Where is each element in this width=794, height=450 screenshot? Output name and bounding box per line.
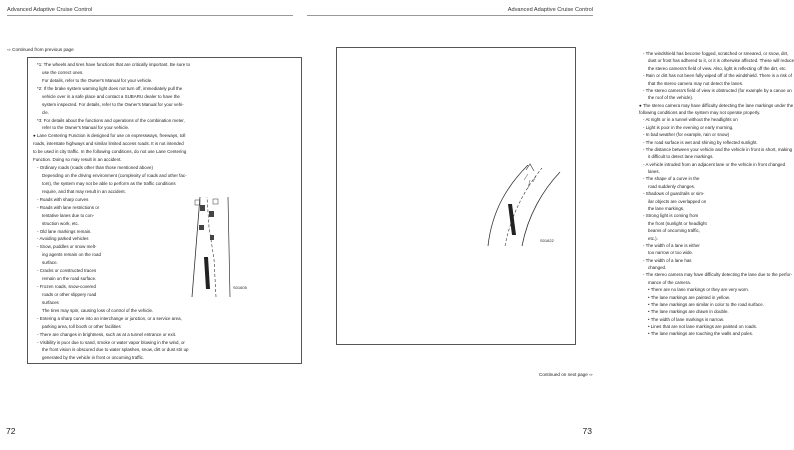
figure-lane-restriction <box>190 197 256 297</box>
text-line: ing agents remain on the road <box>42 252 101 258</box>
text-line: • Lines that are not lane markings are painted on roads. <box>648 324 758 330</box>
text-line: - Strong light is coming from <box>643 213 699 219</box>
figure-code-right: S01622 <box>540 238 554 243</box>
text-line: - The distance between your vehicle and the vehicle in front is short, making <box>643 146 793 152</box>
text-line: • The width of lane markings is narrow. <box>648 316 724 322</box>
text-line: too narrow or too wide. <box>648 250 694 256</box>
page-header: Advanced Adaptive Cruise Control <box>7 7 93 13</box>
text-line: the roof of the vehicle). <box>648 95 694 101</box>
text-line: lanes. <box>648 169 660 175</box>
text-line: remain on the road surface. <box>42 276 97 282</box>
text-line: *2: If the brake system warning light does not turn off, immediately pull the <box>37 85 183 91</box>
text-line: tors), the system may not be able to perform as the traffic conditions <box>42 180 176 186</box>
left-page <box>0 0 300 450</box>
text-line: - Frozen roads, snow-covered <box>37 284 96 290</box>
text-line: parking area, toll booth or other facilities <box>42 323 121 329</box>
text-line: - Visibility is poor due to sand, smoke or water vapor blowing in the wind, or <box>37 339 185 345</box>
text-line: beams of oncoming traffic, <box>648 228 700 234</box>
text-line: - Roads with sharp curves <box>37 196 89 202</box>
text-line: - The shape of a curve in the <box>643 176 700 182</box>
text-line: following conditions and the system may not operate properly. <box>639 110 761 116</box>
text-line: • The lane markings are touching the walls and poles. <box>648 331 754 337</box>
text-line: that the stereo camera may not detect the lanes. <box>648 80 744 86</box>
text-line: changed. <box>648 265 667 271</box>
text-line: surfaces <box>42 299 59 305</box>
text-line: - Entering a sharp curve into an interchange or junction, or a service area, <box>37 315 182 321</box>
text-line: the lane markings. <box>648 205 685 211</box>
text-line: - Cracks or constructed traces <box>37 268 97 274</box>
text-line: - Rain or dirt has not been fully wiped off of the windshield. There is a risk of <box>643 73 792 79</box>
text-line: • The lane markings are painted in yellow. <box>648 294 730 300</box>
text-line: struction work, etc. <box>42 220 79 226</box>
continued-next-label: Continued on next page ⇨ <box>539 372 593 377</box>
text-line: For details, refer to the Owner's Manual for your vehicle. <box>42 77 153 83</box>
text-line: - There are changes in brightness, such as at a tunnel entrance or exit. <box>37 331 177 337</box>
text-line: - The stereo camera's field of view is obstructed (for example by a canoe on <box>643 87 792 93</box>
text-line: *1: The wheels and tires have functions that are critically important. Be sure to <box>37 62 191 67</box>
page-number: 72 <box>6 426 16 436</box>
text-line: cle. <box>42 109 49 115</box>
text-line: the front (sunlight or headlight <box>648 220 707 226</box>
text-line: it difficult to detect lane markings. <box>648 154 714 160</box>
right-page <box>300 0 794 450</box>
text-line: ● The stereo camera may have difficulty detecting the lane markings under the <box>639 102 794 108</box>
text-line: - Ordinary roads (roads other than those mentioned above) <box>37 165 153 171</box>
header-rule <box>307 15 593 16</box>
text-line: - Roads with lane restrictions or <box>37 204 100 210</box>
text-line: - Avoiding parked vehicles <box>37 236 89 242</box>
text-line: tentative lanes due to con- <box>42 212 95 218</box>
text-line: road suddenly changes. <box>648 183 696 189</box>
text-line: - The width of a lane is either <box>643 242 700 248</box>
text-line: to be used in city traffic. In the following conditions, do not use Lane Centering <box>33 149 187 155</box>
figure-code-left: S01605 <box>233 285 247 290</box>
text-line: Function. Doing so may result in an accident. <box>33 157 122 163</box>
text-line: • The lane markings are similar in color to the road surface. <box>648 301 764 307</box>
text-line: The tires may spin, causing loss of control of the vehicle. <box>42 307 154 313</box>
text-line: roads or other slippery road <box>42 291 97 297</box>
text-line: generated by the vehicle in front or oncoming traffic. <box>42 355 145 361</box>
text-line: mance of the camera. <box>648 279 691 285</box>
text-line: require, and that may result in an accident. <box>42 188 126 194</box>
text-line: ● Lane Centering Function is designed for use on expressways, freeways, toll <box>33 133 186 139</box>
text-line: ilar objects are overlapped on <box>648 198 707 204</box>
text-line: use the correct ones. <box>42 69 84 75</box>
figure-curve-shadows <box>478 160 570 246</box>
text-line: - Shadows of guardrails or sim- <box>643 191 705 197</box>
text-line: - Old lane markings remain. <box>37 228 92 234</box>
text-line: roads, interstate highways and similar limited access roads. It is not intended <box>33 141 184 147</box>
text-line: - Light is poor in the evening or early morning. <box>643 124 734 130</box>
text-line: *3: For details about the functions and operations of the combination meter, <box>37 117 185 123</box>
continued-from-label: ⇨ Continued from previous page <box>7 47 74 52</box>
text-line: - A vehicle intruded from an adjacent lane or the vehicle in front changed <box>643 161 786 167</box>
text-line: surface. <box>42 260 58 266</box>
header-rule <box>7 15 293 16</box>
text-line: - At night or in a tunnel without the headlights on <box>643 117 738 123</box>
text-line: vehicle over in a safe place and contact a SUBARU dealer to have the <box>42 93 180 99</box>
page-header: Advanced Adaptive Cruise Control <box>507 7 593 13</box>
text-line: - The windshield has become fogged, scratched or smeared, or snow, dirt, <box>643 51 789 56</box>
page-number: 73 <box>582 426 592 436</box>
text-line: etc.). <box>648 235 658 241</box>
text-line: system inspected. For details, refer to the Owner's Manual for your vehi- <box>42 101 184 107</box>
text-line: the front vision is obscured due to water splashes, snow, dirt or dust stir up <box>42 347 189 353</box>
text-line: - The stereo camera may have difficulty detecting the lane due to the perfor- <box>643 272 793 278</box>
text-line: - In bad weather (for example, rain or snow) <box>643 132 730 138</box>
text-line: - Snow, puddles or snow melt- <box>37 244 97 250</box>
text-line: - The width of a lane has <box>643 257 692 263</box>
text-line: refer to the Owner's Manual for your vehicle. <box>42 125 130 131</box>
text-line: the stereo camera's field of view. Also, light is reflecting off the dirt, etc. <box>648 65 787 71</box>
text-line: dust or frost has adhered to it, or it is otherwise affected. These will reduce <box>648 58 794 64</box>
text-line: - The road surface is wet and shining by reflected sunlight. <box>643 139 758 145</box>
text-line: • There are no lane markings or they are very worn. <box>648 287 750 293</box>
text-line: • The lane markings are drawn in double. <box>648 309 729 315</box>
text-line: Depending on the driving environment (complexity of roads and other fac- <box>42 173 187 179</box>
